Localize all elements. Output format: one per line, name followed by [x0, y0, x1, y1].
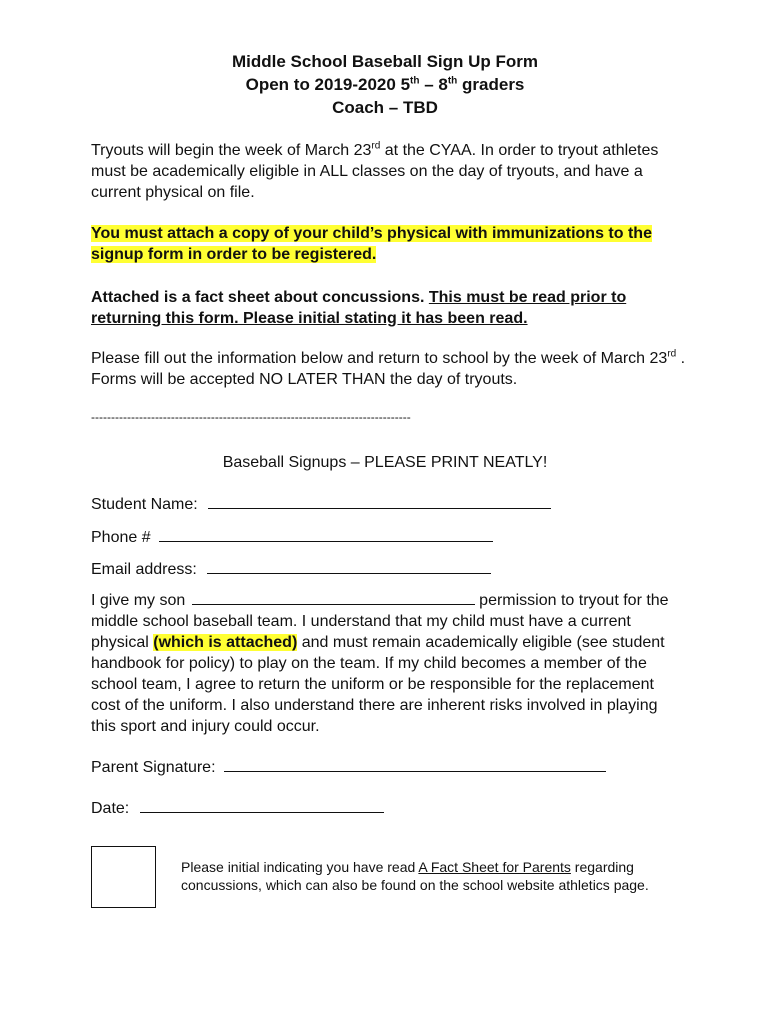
permission-text-middle: permission to tryout for the middle school baseball team. I understand that my child must have a current physical — [91, 592, 669, 651]
permission-text-start: I give my son — [91, 592, 186, 609]
cut-line-divider: -------------------------------------------------------------------------------- — [91, 410, 411, 424]
intro-text-start: Tryouts will begin the week of March 23 — [91, 142, 372, 159]
form-title: Middle School Baseball Sign Up Form — [231, 52, 539, 71]
physical-attached-highlight: (which is attached) — [153, 634, 298, 651]
intro-text-end: at the CYAA. In order to tryout athletes must be academically eligible in ALL classes on the day of tryouts, and have a current physical on file. — [91, 142, 659, 201]
permission-paragraph — [91, 589, 681, 737]
email-field[interactable] — [207, 558, 491, 574]
grades-text-start: Open to 2019-2020 5 — [245, 75, 411, 94]
return-info-start: Please fill out the information below and return to school by the week of March 23 — [91, 350, 668, 367]
initial-text-start: Please initial indicating you have read — [181, 859, 419, 875]
initial-instructions — [181, 858, 681, 894]
date-label: Date: — [91, 800, 130, 817]
grades-text-mid: – 8 — [419, 75, 448, 94]
concussion-notice — [91, 287, 691, 329]
initial-text-end: regarding concussions, which can also be found on the school website athletics page. — [181, 859, 649, 893]
permission-text-end: and must remain academically eligible (see student handbook for policy) to play on the team. If my child becomes a member of the school team, I agree to return the uniform or be responsible for the replacement cost of the uniform. I also understand there are inherent risks involved in playing this sport and injury could occur. — [91, 634, 665, 735]
email-label: Email address: — [91, 561, 197, 578]
phone-row — [91, 526, 493, 548]
intro-paragraph — [91, 140, 691, 203]
form-subtitle-grades — [0, 73, 770, 97]
student-name-label: Student Name: — [91, 496, 198, 513]
signup-section-title: Baseball Signups – PLEASE PRINT NEATLY! — [222, 454, 548, 471]
form-subtitle-coach: Coach – TBD — [332, 98, 438, 117]
date-field[interactable] — [140, 797, 384, 813]
grades-sup-2: th — [447, 75, 458, 87]
parent-signature-row — [91, 756, 606, 778]
son-name-field[interactable] — [192, 589, 475, 605]
student-name-row — [91, 493, 551, 515]
email-row — [91, 558, 491, 580]
return-info-end: . Forms will be accepted NO LATER THAN the day of tryouts. — [91, 350, 686, 388]
physical-notice — [91, 223, 691, 265]
grades-sup-1: th — [410, 75, 420, 87]
date-row — [91, 797, 384, 819]
grades-text-end: graders — [457, 75, 525, 94]
concussion-text: Attached is a fact sheet about concussions. — [91, 289, 429, 306]
return-info-sup: rd — [667, 348, 677, 360]
physical-notice-text: You must attach a copy of your child’s physical with immunizations to the signup form in order to be registered. — [91, 225, 652, 263]
phone-field[interactable] — [159, 526, 493, 542]
concussion-underlined-text: This must be read prior to returning this form. Please initial stating it has been read. — [91, 289, 627, 327]
return-info-paragraph — [91, 348, 691, 390]
phone-label: Phone # — [91, 529, 151, 546]
intro-sup: rd — [371, 140, 381, 152]
parent-signature-field[interactable] — [224, 756, 606, 772]
initial-box[interactable] — [91, 846, 156, 908]
parent-signature-label: Parent Signature: — [91, 759, 216, 776]
student-name-field[interactable] — [208, 493, 551, 509]
fact-sheet-link[interactable]: A Fact Sheet for Parents — [418, 859, 571, 875]
